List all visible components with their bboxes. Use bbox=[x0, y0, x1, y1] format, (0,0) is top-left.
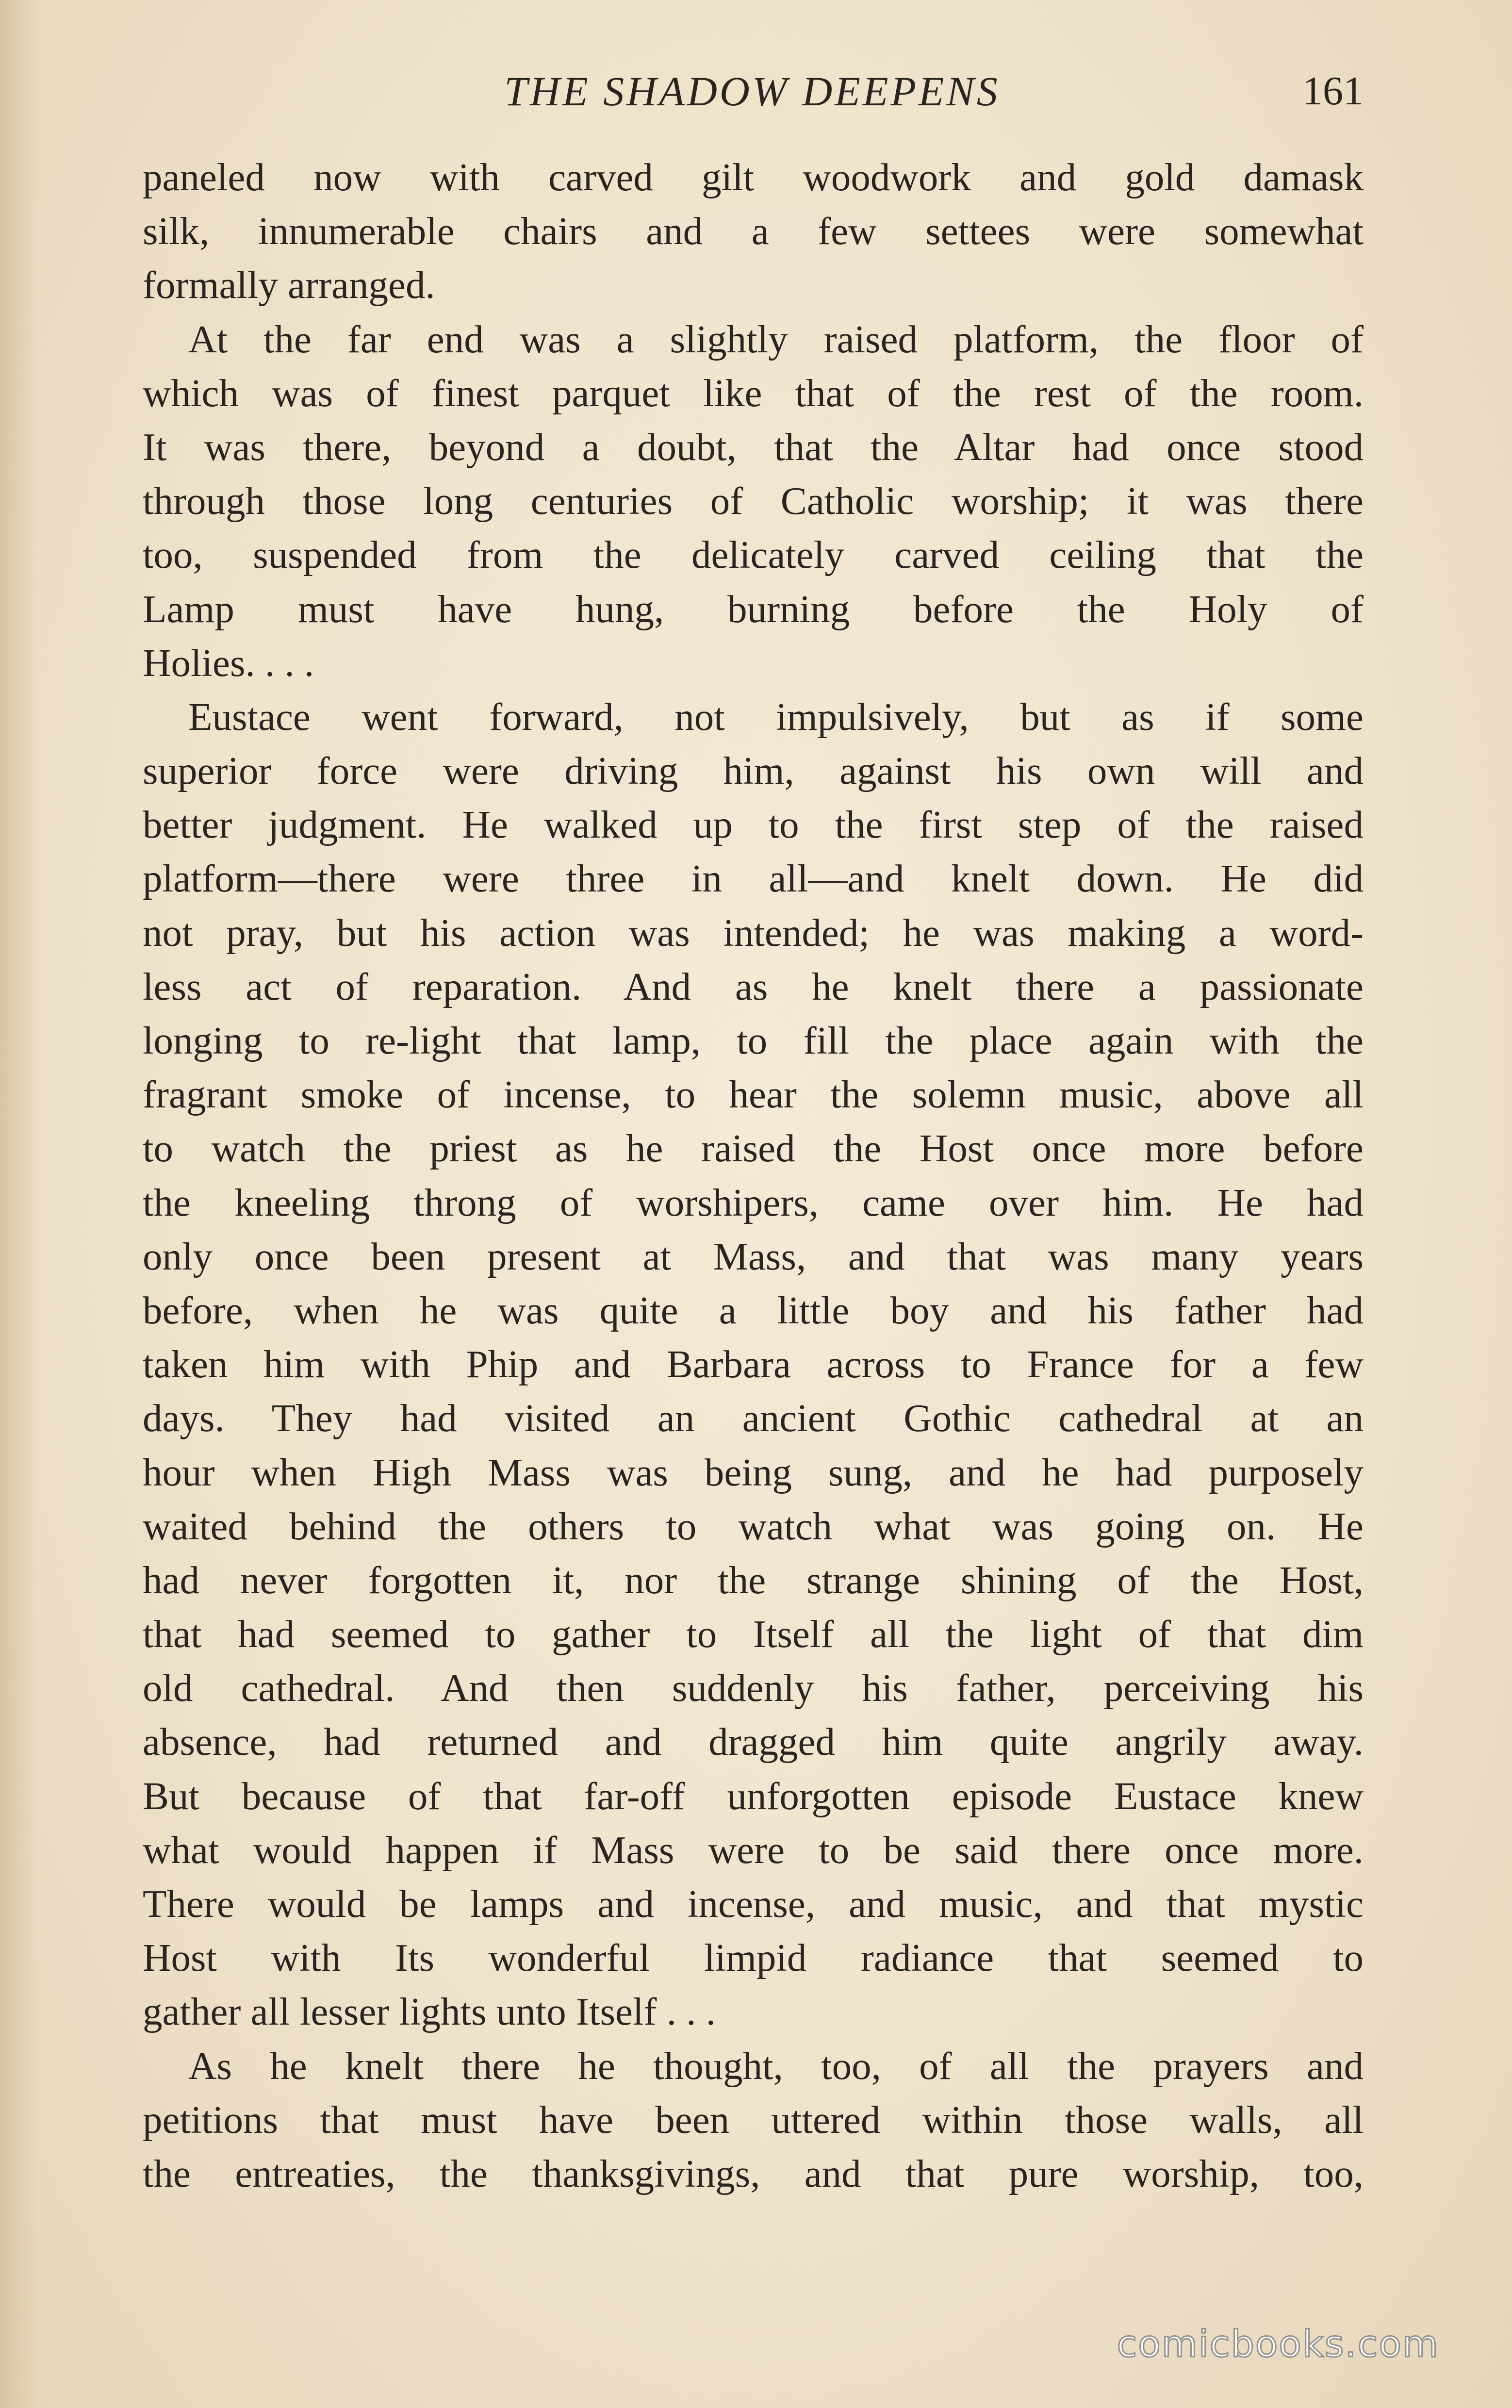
body-text bbox=[143, 150, 1364, 2201]
text-line: Holies. . . . bbox=[143, 641, 314, 685]
text-line: platform—there were three in all—and knelt down. He did bbox=[143, 857, 1364, 901]
text-line: There would be lamps and incense, and music, and that mystic bbox=[143, 1882, 1364, 1926]
page-gutter-shadow bbox=[0, 0, 39, 2408]
text-line: before, when he was quite a little boy and his father had bbox=[143, 1288, 1364, 1332]
text-line: fragrant smoke of incense, to hear the solemn music, above all bbox=[143, 1072, 1364, 1117]
text-line: old cathedral. And then suddenly his father, perceiving his bbox=[143, 1666, 1364, 1710]
text-line: to watch the priest as he raised the Host once more before bbox=[143, 1126, 1364, 1171]
text-line: superior force were driving him, against his own will and bbox=[143, 749, 1364, 793]
text-line: longing to re-light that lamp, to fill the place again with the bbox=[143, 1019, 1364, 1062]
text-line: days. They had visited an ancient Gothic cathedral at an bbox=[143, 1396, 1364, 1440]
text-line: formally arranged. bbox=[143, 263, 435, 307]
text-line: absence, had returned and dragged him quite angrily away. bbox=[143, 1720, 1364, 1764]
text-line: petitions that must have been uttered within those walls, all bbox=[143, 2097, 1364, 2142]
site-watermark: comicbooks.com bbox=[1117, 2322, 1439, 2365]
text-line: that had seemed to gather to Itself all the light of that dim bbox=[143, 1612, 1364, 1656]
text-line: gather all lesser lights unto Itself . . . bbox=[143, 1990, 716, 2034]
text-line: had never forgotten it, nor the strange shining of the Host, bbox=[143, 1558, 1364, 1602]
text-line: paneled now with carved gilt woodwork and gold damask bbox=[143, 155, 1364, 199]
text-line: not pray, but his action was intended; he was making a word- bbox=[143, 910, 1364, 955]
text-line: only once been present at Mass, and that was many years bbox=[143, 1234, 1364, 1278]
text-line: the entreaties, the thanksgivings, and that pure worship, too, bbox=[143, 2151, 1364, 2195]
text-line: better judgment. He walked up to the first step of the raised bbox=[143, 803, 1364, 847]
text-line: the kneeling throng of worshipers, came over him. He had bbox=[143, 1180, 1364, 1224]
text-line: It was there, beyond a doubt, that the Altar had once stood bbox=[143, 425, 1364, 469]
text-line: Eustace went forward, not impulsively, but as if some bbox=[188, 694, 1364, 739]
text-line: silk, innumerable chairs and a few settees were somewhat bbox=[143, 209, 1364, 253]
text-line: less act of reparation. And as he knelt there a passionate bbox=[143, 964, 1364, 1008]
text-line: too, suspended from the delicately carved ceiling that the bbox=[143, 533, 1364, 577]
text-line: which was of finest parquet like that of the rest of the room. bbox=[143, 371, 1364, 415]
text-line: As he knelt there he thought, too, of all the prayers and bbox=[188, 2044, 1364, 2088]
text-line: At the far end was a slightly raised platform, the floor of bbox=[188, 317, 1364, 361]
running-title: THE SHADOW DEEPENS bbox=[504, 68, 1000, 115]
text-line: waited behind the others to watch what was going on. He bbox=[143, 1504, 1364, 1548]
page-number: 161 bbox=[1302, 68, 1364, 114]
text-line: through those long centuries of Catholic worship; it was there bbox=[143, 479, 1364, 523]
text-line: taken him with Phip and Barbara across to France for a few bbox=[143, 1342, 1364, 1386]
page-header bbox=[141, 62, 1364, 120]
text-line: hour when High Mass was being sung, and he had purposely bbox=[143, 1450, 1364, 1494]
text-line: But because of that far-off unforgotten episode Eustace knew bbox=[143, 1774, 1364, 1818]
text-line: Host with Its wonderful limpid radiance that seemed to bbox=[143, 1936, 1364, 1980]
text-line: what would happen if Mass were to be said there once more. bbox=[143, 1828, 1364, 1872]
text-line: Lamp must have hung, burning before the Holy of bbox=[143, 587, 1364, 631]
